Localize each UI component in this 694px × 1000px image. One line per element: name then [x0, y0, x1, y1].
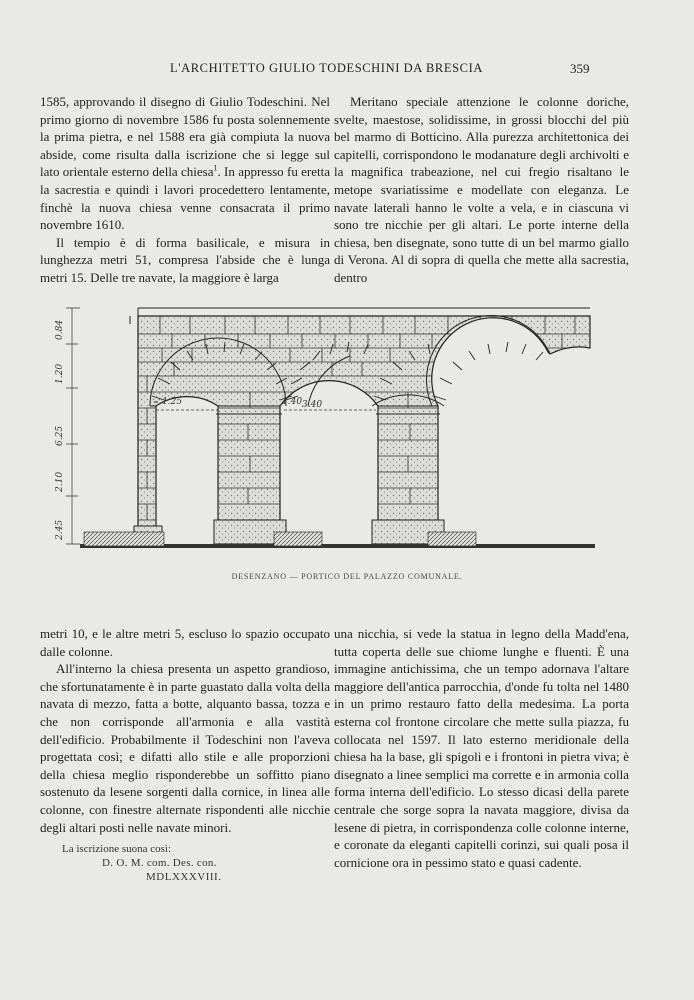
figure-caption: DESENZANO — PORTICO DEL PALAZZO COMUNALE. [231, 572, 463, 581]
paragraph: metri 10, e le altre metri 5, escluso lo spazio occupato dalle colonne. [40, 626, 330, 659]
column-bottom-left [40, 625, 330, 836]
portico-elevation-drawing [50, 296, 595, 560]
page-number: 359 [570, 61, 590, 76]
column-top-left [40, 93, 330, 287]
paragraph: Meritano speciale attenzione le colonne doriche, svelte, maestose, solidissime, in grossi blocchi del più bel marmo di Botticino. Alla purezza architettonica dei capitelli, corrispondono le modanature degli archivolti e la magnifica trabeazione, nel cui fregio risaltano le metope svariatissime e modellate con eleganza. Le navate laterali hanno le volte a vela, e in ciascuna vi sono tre nicchie per gli altari. Le porte interne della chiesa, ben disegnate, sono tutte di un bel marmo giallo di Verona. Al di sopra di quella che mette alla sacrestia, dentro [334, 94, 629, 285]
plinths [80, 520, 595, 548]
pier-mid-dimension-label: 1.40 [282, 397, 303, 407]
pier-left-dimension-label: 1.25 [162, 397, 183, 407]
height-total-label: 6.25 [55, 425, 65, 446]
footnote-ref: 1 [213, 164, 218, 174]
footnote-line: MDLXXXVIII. [146, 871, 222, 883]
running-title: L'ARCHITETTO GIULIO TODESCHINI DA BRESCIA [170, 61, 483, 75]
masonry-wall [90, 308, 595, 544]
column-top-right [334, 93, 629, 287]
paragraph: 1585, approvando il disegno di Giulio Todeschini. Nel primo giorno di novembre 1586 fu posta solennemente la prima pietra, e nel 1588 era già compiuta la nuova abside, come risulta dalla iscrizione che si legge sul lato orientale esterno della chiesa$^1$. In appresso fu eretta la sacrestia e quindi i lavori procedettero lentamente, finchè la nuova chiesa venne consacrata il primo novembre 1610. [40, 94, 330, 233]
footnote-line: D. O. M. com. Des. con. [102, 857, 217, 869]
height-c-label: 2.10 [55, 471, 65, 492]
column-bottom-right [334, 625, 629, 871]
height-b-label: 1.20 [55, 363, 65, 384]
span-dimension-label: 3.40 [302, 400, 323, 410]
height-d-label: 2.45 [55, 519, 65, 540]
paragraph: All'interno la chiesa presenta un aspetto grandioso, che sfortunatamente è in parte guastato dalla volta della navata di mezzo, fatta a botte, alquanto bassa, tozza e che non corrisponde all'armonia e alla vastità dell'edificio. Probabilmente il Todeschini non l'aveva progettata così; e difatti allo stile e alle proporzioni della chiesa meglio risponderebbe un soffitto piano sostenuto da lesene sorgenti dalla cornice, in linea alle colonne, con finestre alternate rispondenti alle nicchie degli altari posti nelle navate minori. [40, 661, 330, 835]
footnote-line: La iscrizione suona così: [62, 843, 172, 855]
footnote [62, 842, 302, 884]
height-a-label: 0.84 [55, 319, 65, 340]
paragraph: una nicchia, si vede la statua in legno della Madd'ena, tutta coperta delle sue chiome lunghe e fluenti. È una immagine antichissima, che un tempo adornava l'altare maggiore dell'antica parrocchia, d'onde fu tolta nel 1480 in un primo restauro fatto della medesima. La porta esterna col frontone circolare che mette sulla piazza, fu collocata nel 1597. Il lato esterno meridionale della chiesa ha la base, gli spigoli e i frontoni in pietra viva; è disegnato a linee semplici ma corrette e in armonia colla forma interna dell'edificio. Lo stesso dicasi della parete centrale che sorge sopra la navata maggiore, divisa da lesene di pietra, in corrispondenza colle colonne interne, e coronate da eleganti capitelli corinzi, sui quali posa il cornicione ora in pessimo stato e quasi cadente. [334, 626, 629, 870]
paragraph: Il tempio è di forma basilicale, e misura in lunghezza metri 51, compresa l'abside che è lunga metri 15. Delle tre navate, la maggiore è larga [40, 234, 330, 285]
